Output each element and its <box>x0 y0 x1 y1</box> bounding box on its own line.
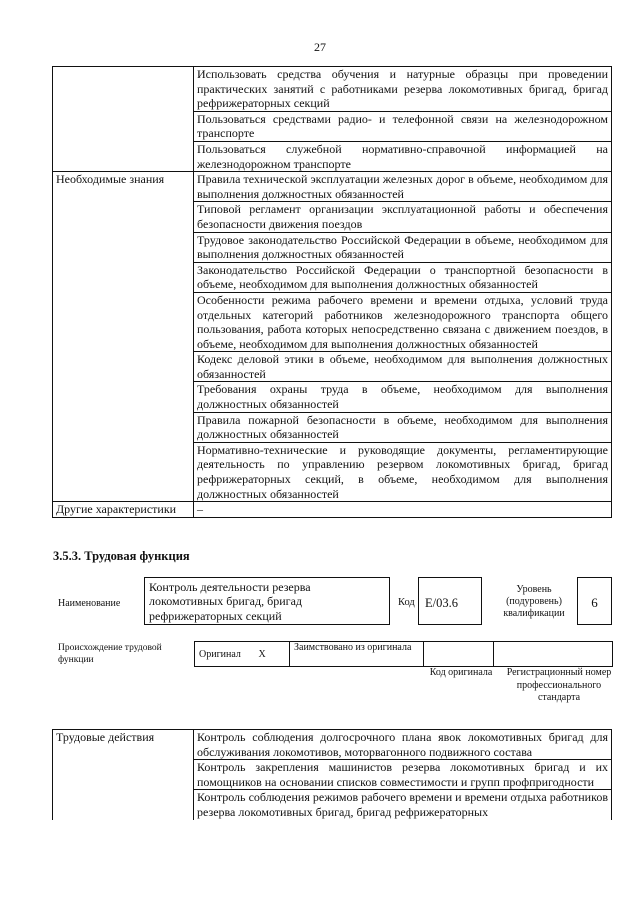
labor-actions-label: Трудовые действия <box>53 730 194 820</box>
table-row <box>53 502 612 518</box>
table-cell: Правила технической эксплуатации железных дорог в объеме, необходимом для выполнения должностных обязанностей <box>194 172 612 202</box>
table-cell: Правила пожарной безопасности в объеме, необходимом для выполнения должностных обязанностей <box>194 412 612 442</box>
code-original-label: Код оригинала <box>429 667 493 678</box>
origin-table <box>194 641 613 667</box>
other-characteristics-value: – <box>194 502 612 518</box>
table-label-cell <box>53 67 194 172</box>
origin-label: Происхождение трудовой функции <box>58 643 162 665</box>
table-cell: Использовать средства обучения и натурные образцы при проведении практических занятий с работниками резерва локомотивных бригад, бригад рефрижераторных секций <box>194 67 612 112</box>
table-cell: Контроль закрепления машинистов резерва локомотивных бригад и их помощников на основании списков совместимости и групп профпригодности <box>194 760 612 790</box>
table-cell: Пользоваться служебной нормативно-справочной информацией на железнодорожном транспорте <box>194 141 612 171</box>
code-box: E/03.6 <box>418 577 482 625</box>
code-label: Код <box>398 597 415 608</box>
table-row <box>53 67 612 112</box>
reg-number-cell <box>494 642 613 667</box>
table-cell: Типовой регламент организации эксплуатационной работы и обеспечения безопасности движения поездов <box>194 202 612 232</box>
original-mark: X <box>255 642 290 667</box>
reg-number-label: Регистрационный номер профессионального стандарта <box>506 667 612 703</box>
code-original-cell <box>424 642 494 667</box>
table-cell: Пользоваться средствами радио- и телефонной связи на железнодорожном транспорте <box>194 111 612 141</box>
table-cell: Особенности режима рабочего времени и времени отдыха, условий труда отдельных категорий работников железнодорожного транспорта общего пользования, работа которых непосредственно связана с движением поездов, в объеме, необходимом для выполнения должностных обязанностей <box>194 292 612 351</box>
name-label: Наименование <box>58 598 121 609</box>
level-box: 6 <box>577 577 612 625</box>
section-heading: 3.5.3. Трудовая функция <box>53 549 190 563</box>
table-cell: Контроль соблюдения долгосрочного плана явок локомотивных бригад для обслуживания локомотивов, моторвагонного подвижного состава <box>194 730 612 760</box>
original-label: Оригинал <box>195 642 255 667</box>
table-row <box>53 730 612 760</box>
table-cell: Контроль соблюдения режимов рабочего времени и времени отдыха работников резерва локомотивных бригад, бригад рефрижераторных <box>194 790 612 820</box>
borrowed-label: Заимствовано из оригинала <box>290 642 424 667</box>
required-knowledge-label: Необходимые знания <box>53 172 194 502</box>
other-characteristics-label: Другие характеристики <box>53 502 194 518</box>
table-cell: Кодекс деловой этики в объеме, необходимом для выполнения должностных обязанностей <box>194 352 612 382</box>
level-label: Уровень (подуровень) квалификации <box>503 584 565 619</box>
table-row <box>195 642 613 667</box>
table-cell: Требования охраны труда в объеме, необходимом для выполнения должностных обязанностей <box>194 382 612 412</box>
function-name-box: Контроль деятельности резерва локомотивных бригад, бригад рефрижераторных секций <box>144 577 390 625</box>
table-cell: Нормативно-технические и руководящие документы, регламентирующие деятельность по управлению резервом локомотивных бригад, бригад рефрижераторных секций, в объеме, необходимом для выполнения должностных обязанностей <box>194 442 612 501</box>
labor-actions-table <box>52 729 612 820</box>
knowledge-skills-table <box>52 66 612 518</box>
page-number: 27 <box>314 40 326 54</box>
table-row <box>53 172 612 202</box>
table-cell: Законодательство Российской Федерации о транспортной безопасности в объеме, необходимом для выполнения должностных обязанностей <box>194 262 612 292</box>
table-cell: Трудовое законодательство Российской Федерации в объеме, необходимом для выполнения должностных обязанностей <box>194 232 612 262</box>
